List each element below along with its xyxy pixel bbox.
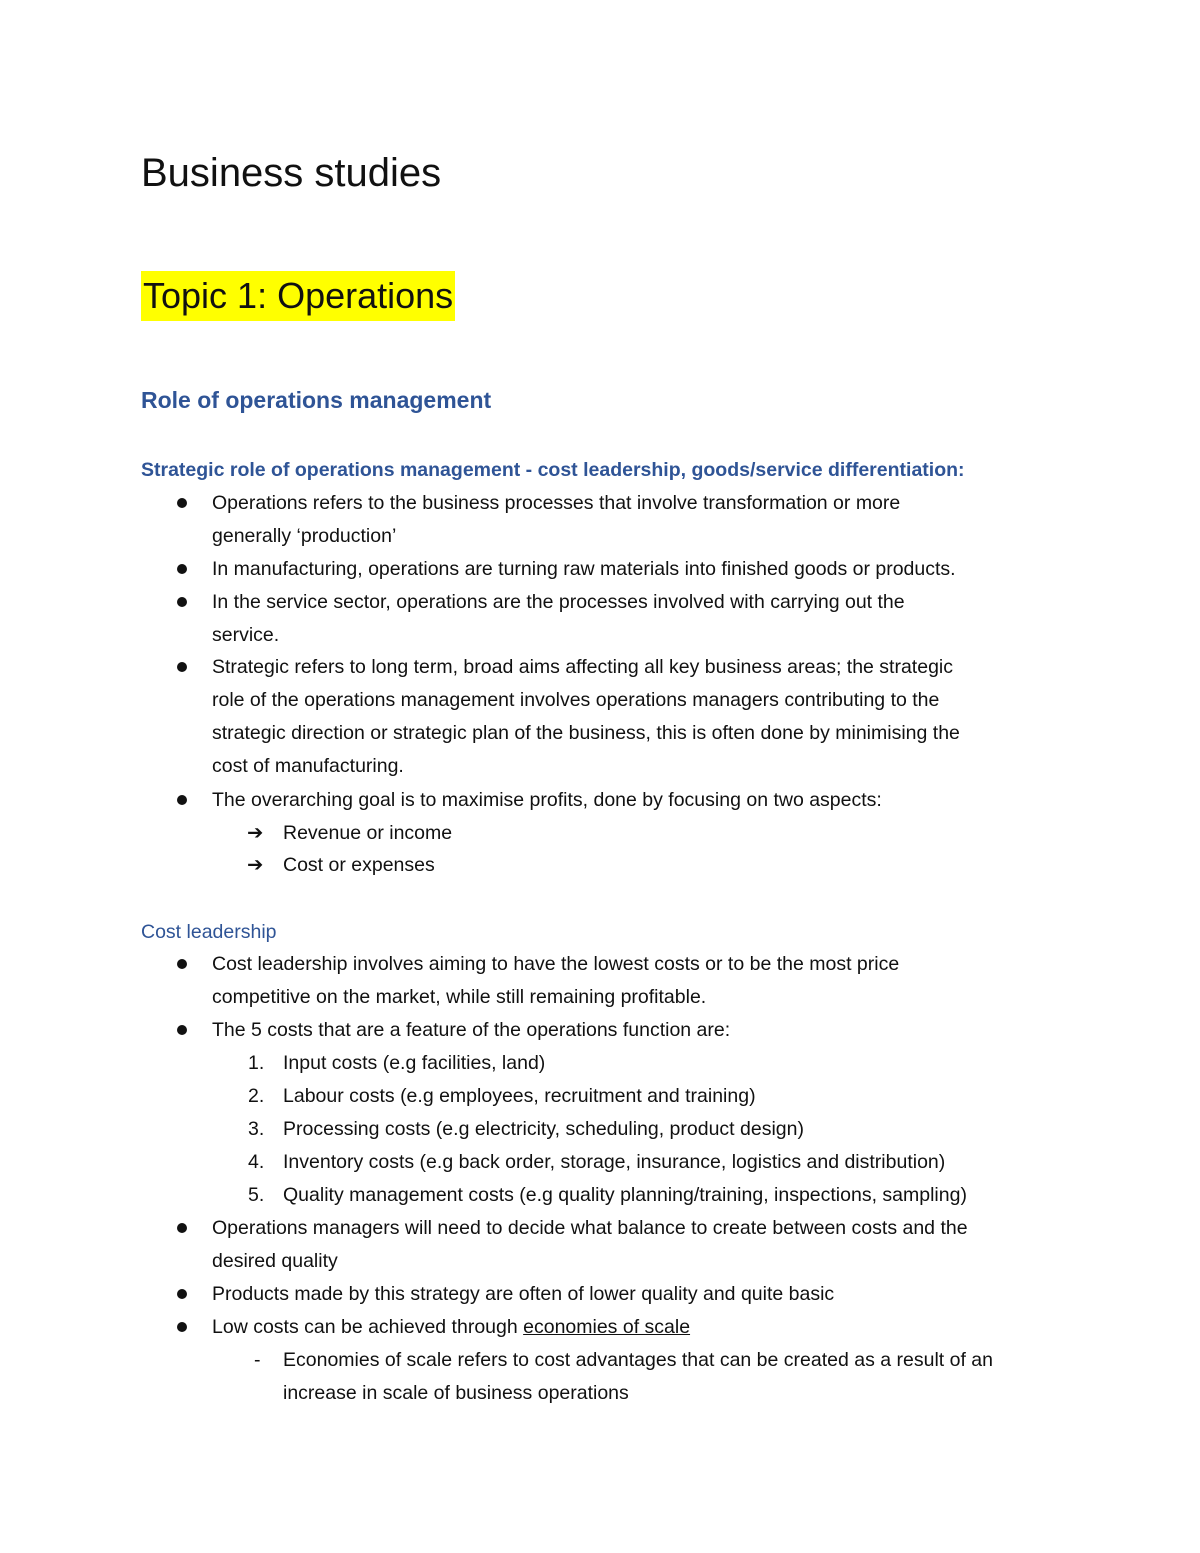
- numbered-item: Input costs (e.g facilities, land): [283, 1052, 546, 1074]
- sub-list-item: Revenue or income: [283, 822, 453, 844]
- list-item: In the service sector, operations are the processes involved with carrying out the: [212, 591, 905, 613]
- list-number: 1.: [248, 1052, 265, 1074]
- bullet-icon: [177, 662, 187, 672]
- list-item: Operations refers to the business processes that involve transformation or more: [212, 492, 901, 514]
- list-number: 3.: [248, 1118, 265, 1140]
- list-item-continuation: competitive on the market, while still remaining profitable.: [212, 986, 707, 1008]
- numbered-item: Inventory costs (e.g back order, storage, insurance, logistics and distribution): [283, 1151, 946, 1173]
- numbered-item: Labour costs (e.g employees, recruitment and training): [283, 1085, 756, 1107]
- bullet-icon: [177, 597, 187, 607]
- list-item: In manufacturing, operations are turning raw materials into finished goods or products.: [212, 558, 956, 580]
- list-item-continuation: strategic direction or strategic plan of the business, this is often done by minimising the: [212, 722, 960, 744]
- bullet-icon: [177, 498, 187, 508]
- bullet-icon: [177, 1223, 187, 1233]
- bullet-icon: [177, 1322, 187, 1332]
- dash-marker: -: [254, 1349, 261, 1371]
- section-heading: Role of operations management: [141, 387, 492, 413]
- arrow-right-icon: ➔: [247, 822, 264, 844]
- arrow-right-icon: ➔: [247, 854, 264, 876]
- list-item-continuation: role of the operations management involves operations managers contributing to the: [212, 689, 940, 711]
- list-item-continuation: cost of manufacturing.: [212, 755, 404, 777]
- list-item: Operations managers will need to decide what balance to create between costs and the: [212, 1217, 968, 1239]
- list-item-text: Low costs can be achieved through: [212, 1316, 524, 1338]
- list-number: 5.: [248, 1184, 265, 1206]
- bullet-icon: [177, 1025, 187, 1035]
- list-item: Products made by this strategy are often of lower quality and quite basic: [212, 1283, 835, 1305]
- list-item: The 5 costs that are a feature of the operations function are:: [212, 1019, 731, 1041]
- bullet-icon: [177, 959, 187, 969]
- list-number: 4.: [248, 1151, 265, 1173]
- cost-leadership-heading: Cost leadership: [141, 921, 277, 943]
- topic-heading: Topic 1: Operations: [141, 271, 455, 321]
- list-item-continuation: generally ‘production’: [212, 525, 397, 547]
- sub-list-item-continuation: increase in scale of business operations: [283, 1382, 629, 1404]
- list-item: Cost leadership involves aiming to have the lowest costs or to be the most price: [212, 953, 900, 975]
- numbered-item: Processing costs (e.g electricity, scheduling, product design): [283, 1118, 804, 1140]
- list-item-continuation: desired quality: [212, 1250, 338, 1272]
- numbered-item: Quality management costs (e.g quality planning/training, inspections, sampling): [283, 1184, 967, 1206]
- strategic-role-heading: Strategic role of operations management - cost leadership, goods/service differentiation:: [141, 459, 965, 481]
- list-item-continuation: service.: [212, 624, 280, 646]
- list-item: The overarching goal is to maximise profits, done by focusing on two aspects:: [212, 789, 882, 811]
- underlined-term: economies of scale: [523, 1316, 691, 1338]
- bullet-icon: [177, 1289, 187, 1299]
- document-title: Business studies: [141, 151, 442, 195]
- sub-list-item: Economies of scale refers to cost advantages that can be created as a result of an: [283, 1349, 993, 1371]
- bullet-icon: [177, 795, 187, 805]
- bullet-icon: [177, 564, 187, 574]
- list-item: Strategic refers to long term, broad aims affecting all key business areas; the strategic: [212, 656, 953, 678]
- list-item: [212, 1312, 690, 1342]
- list-number: 2.: [248, 1085, 265, 1107]
- sub-list-item: Cost or expenses: [283, 854, 435, 876]
